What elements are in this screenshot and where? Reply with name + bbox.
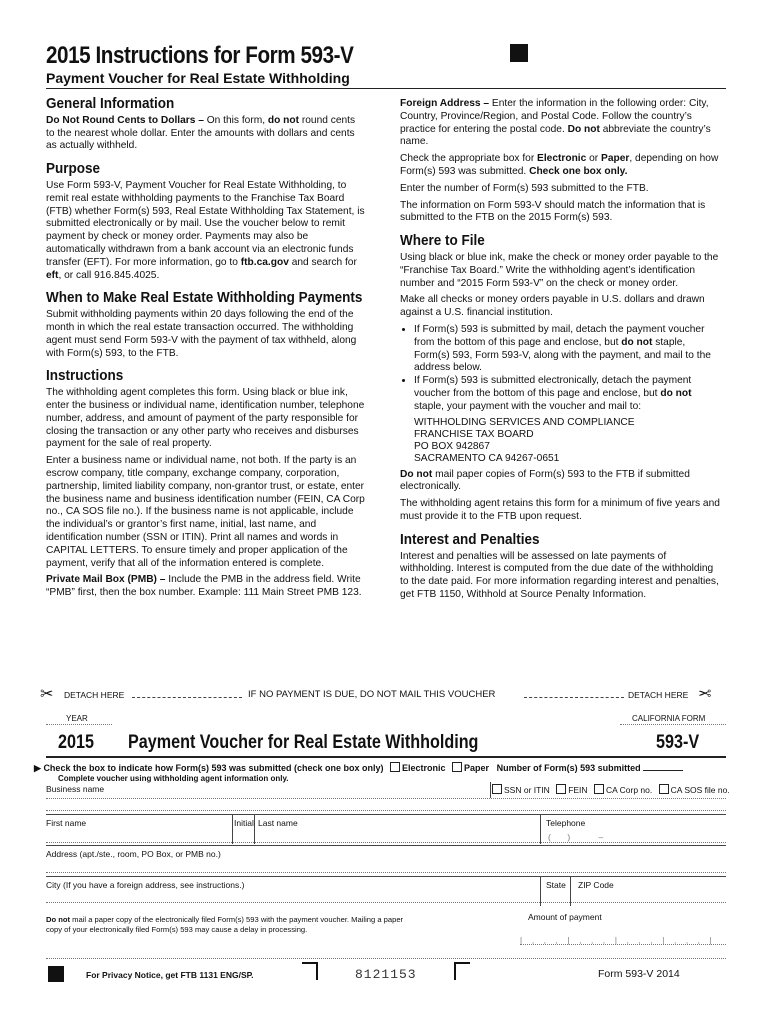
instructions-heading: Instructions <box>46 367 124 385</box>
registration-square <box>48 966 64 982</box>
match-text: The information on Form 593-V should match the information that is submitted to the FTB on the 2015 Form(s) 593. <box>400 199 706 224</box>
cacorp-checkbox[interactable] <box>594 784 604 794</box>
instructions-text-1: The withholding agent completes this form. Using black or blue ink, enter the business or individual name, identification number, telephone number, address, and amount of payment of the party responsible for closing the transaction or any other party who receives and disburses payment for the sale of real property. <box>46 387 365 450</box>
check-box-text: Check the appropriate box for Electronic or Paper, depending on how Form(s) 593 was submitted. Check one box only. <box>400 153 719 177</box>
when-heading: When to Make Real Estate Withholding Payments <box>46 289 363 307</box>
instructions-text-2: Enter a business name or individual name, not both. If the party is an escrow company, title company, exchange company, corporation, partnership, limited liability company, non-grantor trust, or estate, enter the business name and business identification number (FEIN, CA Corp no., CA SOS file no.). If the business name is not applicable, include the individual’s or grantor’s first name, initial, last name, and identification number (SSN or ITIN). Print all names and words in CAPITAL LETTERS. To ensure timely and proper application of the payment, verify that all of the information entered is complete. <box>46 455 365 569</box>
id-type-options: SSN or ITIN FEIN CA Corp no. CA SOS file no. <box>492 784 730 795</box>
divider <box>540 814 541 844</box>
privacy-notice: For Privacy Notice, get FTB 1131 ENG/SP. <box>86 970 254 980</box>
first-name-label: First name <box>46 818 87 828</box>
dash-segment <box>132 697 242 698</box>
fein-checkbox[interactable] <box>556 784 566 794</box>
mail-bullets <box>400 324 720 414</box>
footer-form-id: Form 593-V 2014 <box>598 968 680 980</box>
arrow-right-icon: ▶ <box>34 763 41 773</box>
detach-left: DETACH HERE <box>64 690 125 700</box>
bottom-dotline <box>46 958 726 959</box>
footnote: Do not mail a paper copy of the electronically filed Form(s) 593 with the payment voucher. Mailing a paper copy of your electronically filed Form(s) 593 may cause a delay in processing. <box>46 915 404 934</box>
year-label-line <box>46 724 112 725</box>
business-name-field-2[interactable] <box>46 810 726 811</box>
interest-heading: Interest and Penalties <box>400 530 540 548</box>
year-label: YEAR <box>66 714 88 723</box>
paper-checkbox[interactable] <box>452 762 462 772</box>
california-form-label: CALIFORNIA FORM <box>632 714 706 723</box>
header-rule <box>46 88 726 89</box>
business-name-field[interactable] <box>46 798 726 799</box>
where-heading: Where to File <box>400 232 485 250</box>
divider <box>254 814 255 844</box>
zip-label: ZIP Code <box>578 880 614 890</box>
row-rule <box>46 814 726 815</box>
telephone-label: Telephone <box>546 818 586 828</box>
registration-square <box>510 44 528 62</box>
when-text: Submit withholding payments within 20 days following the end of the month in which the real estate transaction occurred. The withholding agent must send Form 593-V with the payment of tax withheld, along with Form(s) 593, to the FTB. <box>46 309 357 359</box>
casos-checkbox[interactable] <box>659 784 669 794</box>
pmb-text: Private Mail Box (PMB) – Include the PMB in the address field. Write “PMB” first, then the box number. Example: 111 Main Street PMB 123. <box>46 574 362 599</box>
initial-label: Initial <box>234 818 254 828</box>
foreign-address-text: Foreign Address – Enter the information in the following order: City, Country, Province/Region, and Postal Code. Follow the country’s practice for entering the postal code. Do not abbreviate the country’s name. <box>400 98 711 148</box>
electronic-checkbox[interactable] <box>390 762 400 772</box>
address-field[interactable] <box>46 872 726 873</box>
row-rule <box>46 876 726 877</box>
amount-label: Amount of payment <box>528 912 602 922</box>
complete-note: Complete voucher using withholding agent information only. <box>58 774 289 783</box>
number-text: Enter the number of Form(s) 593 submitted to the FTB. <box>400 182 649 194</box>
state-label: State <box>546 880 566 890</box>
donot-mail-text: Do not mail paper copies of Form(s) 593 to the FTB if submitted electronically. <box>400 468 690 493</box>
barcode-number: 8121153 <box>355 967 417 982</box>
page-title: 2015 Instructions for Form 593-V <box>46 42 354 69</box>
divider <box>232 814 233 844</box>
form-count-field[interactable] <box>643 770 683 771</box>
voucher-form-number: 593-V <box>656 732 700 753</box>
scissors-left-icon: ✂ <box>40 686 54 703</box>
dash-segment <box>524 697 624 698</box>
submission-check-line: ▶ Check the box to indicate how Form(s) 593 was submitted (check one box only) Electronic Paper Number of Form(s) 593 submitted <box>34 762 683 774</box>
where-text-1: Using black or blue ink, make the check or money order payable to the “Franchise Tax Board.” Write the withholding agent’s identification number and “2015 Form 593-V” on the check or money order. <box>400 251 719 289</box>
row-rule <box>46 845 726 846</box>
city-label: City (If you have a foreign address, see instructions.) <box>46 880 245 890</box>
purpose-heading: Purpose <box>46 160 101 178</box>
amount-ticks: |‚‚‚|‚‚‚|‚‚‚|‚‚‚| <box>520 936 722 945</box>
retain-text: The withholding agent retains this form for a minimum of five years and must provide it to the FTB upon request. <box>400 498 720 522</box>
city-field[interactable] <box>46 902 726 903</box>
scan-corner-mark <box>302 962 318 980</box>
purpose-text: Use Form 593-V, Payment Voucher for Real Estate Withholding, to remit real estate withholding payments to the Franchise Tax Board (FTB) whether Form(s) 593, Real Estate Withholding Tax Statement, is submitted electronically or by mail. Use the voucher below to remit payment by check or money order. Payments may also be automatically withdrawn from a bank account via an electronic funds transfer (EFT). For more information, go to ftb.ca.gov and search for eft, or call 916.845.4025. <box>46 179 365 281</box>
voucher-title: Payment Voucher for Real Estate Withholding <box>128 732 479 753</box>
voucher-year: 2015 <box>58 732 94 753</box>
divider <box>490 782 491 798</box>
telephone-field[interactable]: ( ) – <box>548 832 604 842</box>
general-heading: General Information <box>46 95 175 112</box>
interest-text: Interest and penalties will be assessed on late payments of withholding. Interest is computed from the due date of the withholding to the date paid. For more information regarding interest and penalties, get FTB 1150, Withhold at Source Penalty Information. <box>400 550 719 600</box>
mailing-address: WITHHOLDING SERVICES AND COMPLIANCE FRANCHISE TAX BOARD PO BOX 942867 SACRAMENTO CA 94267-0651 <box>414 416 635 464</box>
bullet-electronic: • If Form(s) 593 is submitted electronically, detach the payment voucher from the bottom of this page and enclose, but do not staple, your payment with the voucher and mail to: <box>414 375 720 413</box>
last-name-label: Last name <box>258 818 298 828</box>
scissors-right-icon: ✂ <box>698 686 712 703</box>
name-field[interactable] <box>46 842 726 843</box>
ssn-checkbox[interactable] <box>492 784 502 794</box>
where-text-2: Make all checks or money orders payable in U.S. dollars and drawn against a U.S. financial institution. <box>400 294 705 319</box>
scan-corner-mark <box>454 962 470 980</box>
general-text: Do Not Round Cents to Dollars – On this form, do not round cents to the nearest whole dollar. Enter the amounts with dollars and cents as actually withheld. <box>46 114 356 152</box>
no-payment-notice: IF NO PAYMENT IS DUE, DO NOT MAIL THIS VOUCHER <box>248 689 496 700</box>
form-label-line <box>620 724 726 725</box>
detach-right: DETACH HERE <box>628 690 689 700</box>
address-label: Address (apt./ste., room, PO Box, or PMB no.) <box>46 849 221 859</box>
left-column <box>46 95 366 604</box>
bullet-mail: • If Form(s) 593 is submitted by mail, detach the payment voucher from the bottom of this page and enclose, but do not staple, Form(s) 593, Form 593-V, along with the payment, and mail to the address below. <box>414 324 720 375</box>
page-subtitle: Payment Voucher for Real Estate Withholding <box>46 70 350 86</box>
voucher-title-rule <box>46 756 726 758</box>
business-name-label: Business name <box>46 784 105 794</box>
right-column <box>400 98 720 606</box>
